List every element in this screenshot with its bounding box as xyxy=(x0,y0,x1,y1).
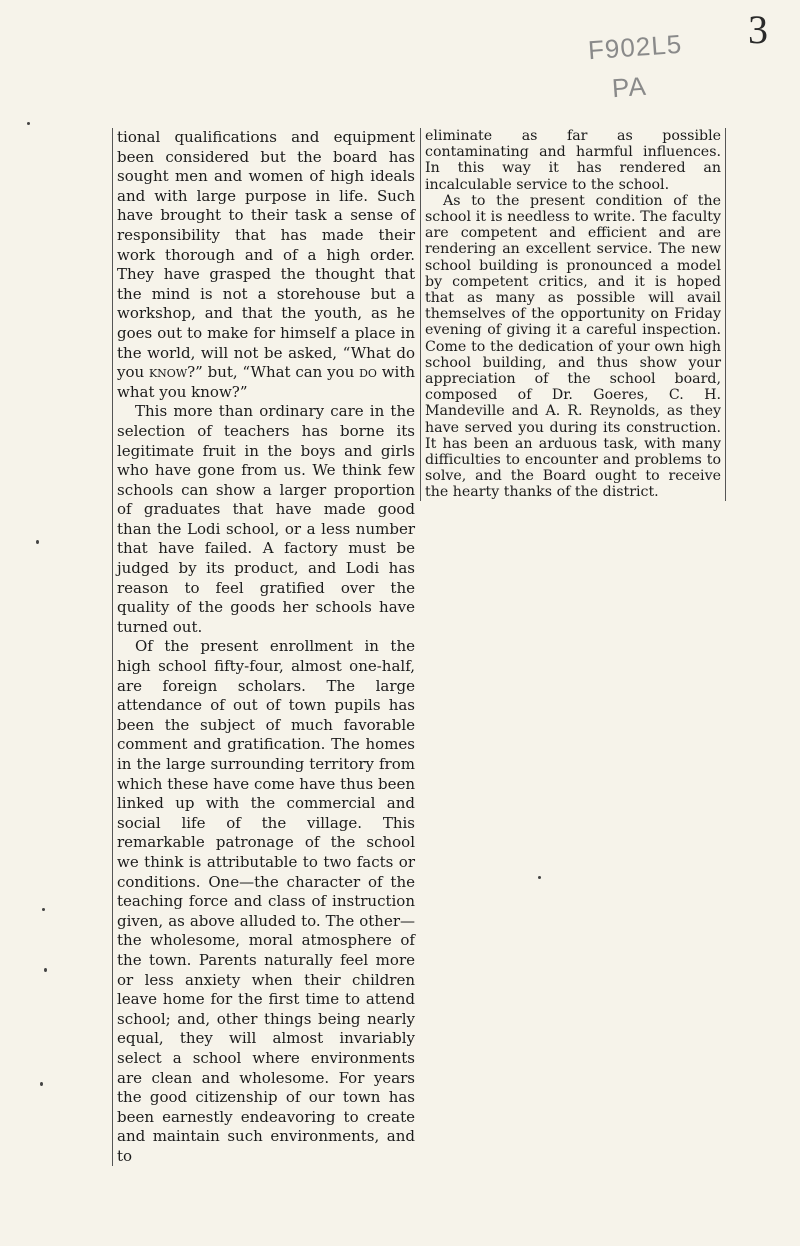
left-paragraph-1 xyxy=(117,128,415,402)
right-column xyxy=(420,128,726,501)
right-paragraph-1: eliminate as far as possible contaminating and harmful influences. In this way it has rendered an incalculable service to the school. xyxy=(425,128,721,193)
emphasis-do: do xyxy=(359,363,377,382)
scan-speck xyxy=(538,876,541,879)
call-number-sub: PA xyxy=(610,70,648,104)
scan-speck xyxy=(27,122,30,125)
left-paragraph-1-text: tional qualifications and equipment been considered but the board has sought men and women of high ideals and with large purpose in life. Such have brought to their task a sense of responsibility that has made their work thorough and of a high order. They have grasped the thought that the mind is not a storehouse but a workshop, and that the youth, as he goes out to make for himself a place in the world, will not be asked, “What do you xyxy=(117,128,415,382)
page-number: 3 xyxy=(748,7,768,52)
call-number: F902L5 xyxy=(587,28,684,66)
scan-speck xyxy=(44,968,47,972)
left-paragraph-1-mid: ” but, “What can you xyxy=(195,363,355,382)
left-paragraph-1-end: with what you know?” xyxy=(117,363,416,401)
scan-speck xyxy=(40,1082,43,1086)
left-column xyxy=(112,128,415,1166)
left-paragraph-2: This more than ordinary care in the selection of teachers has borne its legitimate fruit in the boys and girls who have gone from us. We think few schools can show a larger proportion of graduates that have made good than the Lodi school, or a less number that have failed. A factory must be judged by its product, and Lodi has reason to feel gratified over the quality of the goods her schools have turned out. xyxy=(117,402,415,636)
right-paragraph-2: As to the present condition of the school it is needless to write. The faculty are competent and efficient and are rendering an excellent service. The new school building is pronounced a model by competent critics, and it is hoped that as many as possible will avail themselves of the opportunity on Friday evening of giving it a careful inspection. Come to the dedication of your own high school building, and thus show your appreciation of the school board, composed of Dr. Goeres, C. H. Mandeville and A. R. Reynolds, as they have served you during its construction. It has been an arduous task, with many difficulties to encounter and problems to solve, and the Board ought to receive the hearty thanks of the district. xyxy=(425,192,721,501)
left-paragraph-3: Of the present enrollment in the high school fifty-four, almost one-half, are foreign scholars. The large attendance of out of town pupils has been the subject of much favorable comment and gratification. The homes in the large surrounding territory from which these have come have thus been linked up with the commercial and social life of the village. This remarkable patronage of the school we think is attributable to two facts or conditions. One—the character of the teaching force and class of instruction given, as above alluded to. The other—the wholesome, moral atmosphere of the town. Parents naturally feel more or less anxiety when their children leave home for the first time to attend school; and, other things being nearly equal, they will almost invariably select a school where environments are clean and wholesome. For years the good citizenship of our town has been earnestly endeavoring to create and maintain such environments, and to xyxy=(117,637,415,1165)
scan-speck xyxy=(36,540,39,544)
emphasis-know: know? xyxy=(148,363,196,382)
scan-speck xyxy=(42,908,45,911)
